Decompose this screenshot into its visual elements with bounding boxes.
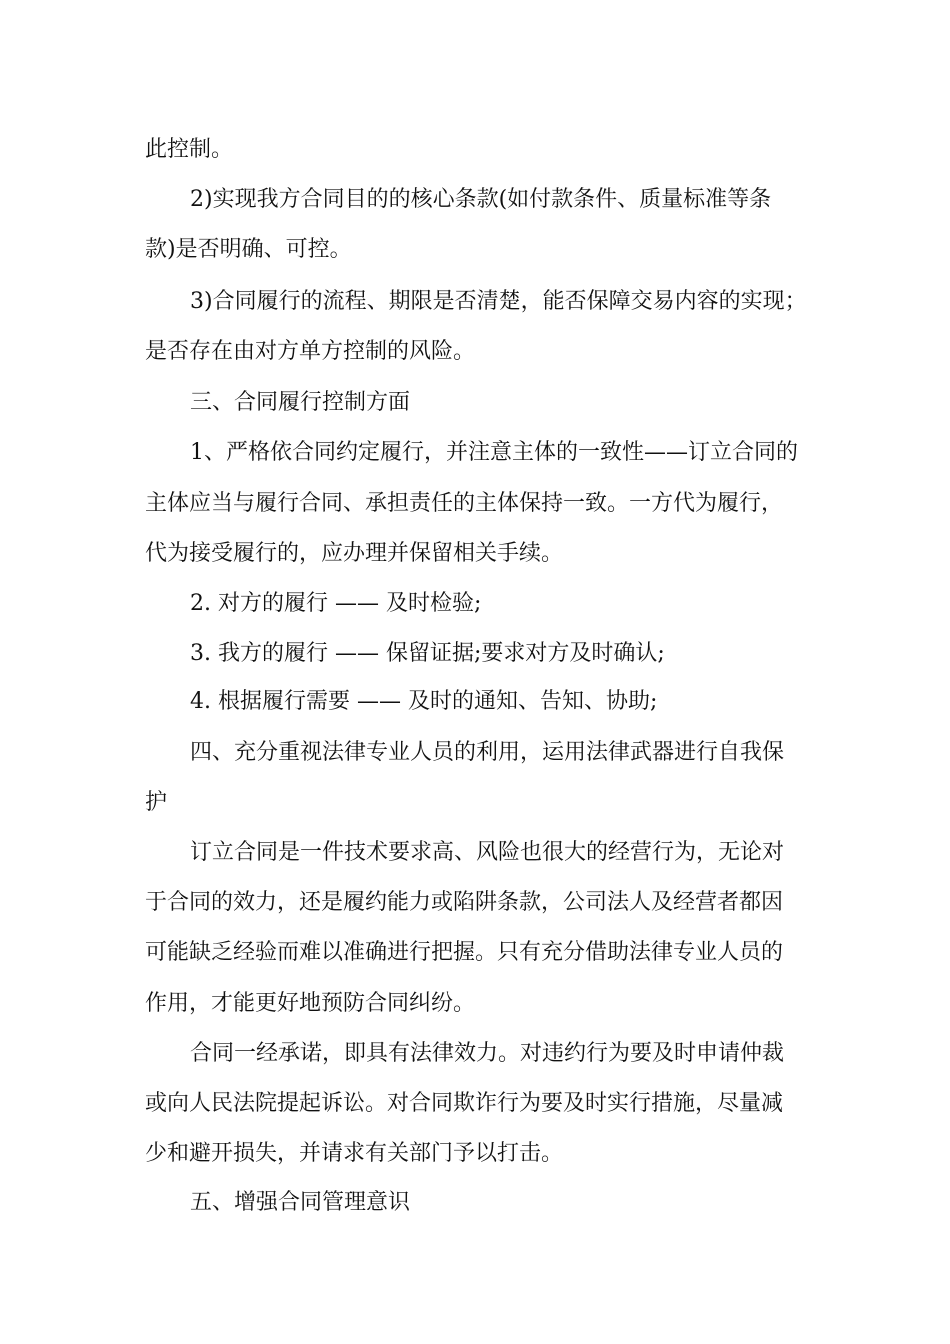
text-line-1: 此控制。: [145, 137, 234, 162]
text-line-20: 或向人民法院提起诉讼。对合同欺诈行为要及时实行措施，尽量减: [145, 1091, 784, 1116]
section-heading-3: 三、合同履行控制方面: [190, 390, 411, 415]
text-line-8: 主体应当与履行合同、承担责任的主体保持一致。一方代为履行，: [145, 491, 784, 516]
text-line-14: 护: [145, 790, 168, 815]
text-line-3: 款)是否明确、可控。: [145, 237, 352, 262]
text-line-19: 合同一经承诺，即具有法律效力。对违约行为要及时申请仲裁: [190, 1041, 785, 1066]
text-line-2: 2)实现我方合同目的的核心条款(如付款条件、质量标准等条: [190, 187, 772, 212]
text-line-21: 少和避开损失，并请求有关部门予以打击。: [145, 1141, 564, 1166]
section-heading-4: 四、充分重视法律专业人员的利用，运用法律武器进行自我保: [190, 740, 785, 765]
text-line-5: 是否存在由对方单方控制的风险。: [145, 339, 476, 364]
text-line-9: 代为接受履行的，应办理并保留相关手续。: [145, 541, 564, 566]
list-item-4: 4. 根据履行需要 —— 及时的通知、告知、协助;: [190, 689, 658, 714]
section-heading-5: 五、增强合同管理意识: [190, 1190, 411, 1215]
text-line-17: 可能缺乏经验而难以准确进行把握。只有充分借助法律专业人员的: [145, 940, 784, 965]
list-item-2: 2. 对方的履行 —— 及时检验;: [190, 591, 482, 616]
text-line-18: 作用，才能更好地预防合同纠纷。: [145, 991, 476, 1016]
text-line-15: 订立合同是一件技术要求高、风险也很大的经营行为，无论对: [190, 840, 785, 865]
text-line-16: 于合同的效力，还是履约能力或陷阱条款，公司法人及经营者都因: [145, 890, 784, 915]
list-item-3: 3. 我方的履行 —— 保留证据;要求对方及时确认;: [190, 641, 665, 666]
text-line-7: 1、严格依合同约定履行，并注意主体的一致性——订立合同的: [190, 440, 798, 465]
text-line-4: 3)合同履行的流程、期限是否清楚，能否保障交易内容的实现；: [190, 289, 807, 314]
